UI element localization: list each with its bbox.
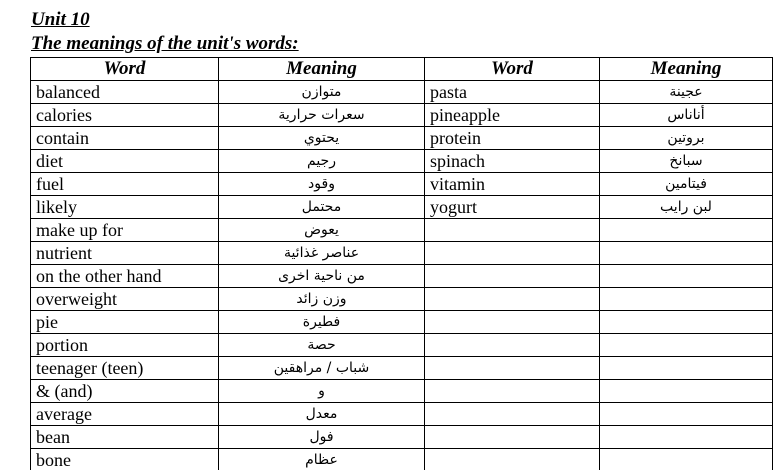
left-word-cell: teenager (teen)	[31, 357, 219, 380]
table-row	[31, 219, 773, 242]
table-row	[31, 104, 773, 127]
left-word-cell: fuel	[31, 173, 219, 196]
left-meaning-cell: وقود	[219, 173, 425, 196]
vocabulary-table	[30, 57, 773, 470]
vocabulary-body	[31, 81, 773, 470]
left-meaning-cell: من ناحية اخرى	[219, 265, 425, 288]
right-meaning-cell: أناناس	[600, 104, 773, 127]
left-word-cell: pie	[31, 311, 219, 334]
right-word-cell	[425, 403, 600, 426]
right-word-cell: spinach	[425, 150, 600, 173]
right-meaning-cell: سبانخ	[600, 150, 773, 173]
left-meaning-cell: رجيم	[219, 150, 425, 173]
left-word-cell: on the other hand	[31, 265, 219, 288]
left-meaning-cell: فول	[219, 426, 425, 449]
left-word-cell: diet	[31, 150, 219, 173]
right-word-cell	[425, 449, 600, 470]
right-word-cell: pasta	[425, 81, 600, 104]
table-row	[31, 265, 773, 288]
left-meaning-cell: و	[219, 380, 425, 403]
right-meaning-cell: لبن رايب	[600, 196, 773, 219]
right-word-cell	[425, 219, 600, 242]
right-meaning-cell: فيتامين	[600, 173, 773, 196]
left-word-cell: calories	[31, 104, 219, 127]
right-meaning-cell	[600, 426, 773, 449]
unit-title: Unit 10	[31, 9, 90, 30]
right-meaning-cell	[600, 357, 773, 380]
left-word-cell: nutrient	[31, 242, 219, 265]
left-word-cell: portion	[31, 334, 219, 357]
right-meaning-cell	[600, 311, 773, 334]
right-meaning-cell: عجينة	[600, 81, 773, 104]
table-row	[31, 242, 773, 265]
header-meaning-left: Meaning	[219, 58, 425, 81]
table-row	[31, 311, 773, 334]
table-header-row	[31, 58, 773, 81]
left-word-cell: average	[31, 403, 219, 426]
left-word-cell: overweight	[31, 288, 219, 311]
section-subtitle: The meanings of the unit's words:	[31, 33, 299, 54]
table-row	[31, 288, 773, 311]
left-meaning-cell: عظام	[219, 449, 425, 470]
right-word-cell: pineapple	[425, 104, 600, 127]
right-meaning-cell	[600, 242, 773, 265]
table-row	[31, 150, 773, 173]
right-word-cell	[425, 288, 600, 311]
table-row	[31, 449, 773, 470]
right-meaning-cell	[600, 380, 773, 403]
left-meaning-cell: عناصر غذائية	[219, 242, 425, 265]
right-word-cell	[425, 334, 600, 357]
table-row	[31, 173, 773, 196]
right-meaning-cell: بروتين	[600, 127, 773, 150]
left-meaning-cell: متوازن	[219, 81, 425, 104]
left-meaning-cell: يحتوي	[219, 127, 425, 150]
left-meaning-cell: فطيرة	[219, 311, 425, 334]
left-word-cell: & (and)	[31, 380, 219, 403]
header-word-left: Word	[31, 58, 219, 81]
right-meaning-cell	[600, 334, 773, 357]
left-meaning-cell: معدل	[219, 403, 425, 426]
right-word-cell	[425, 311, 600, 334]
right-meaning-cell	[600, 265, 773, 288]
right-meaning-cell	[600, 288, 773, 311]
left-word-cell: make up for	[31, 219, 219, 242]
table-row	[31, 403, 773, 426]
table-row	[31, 127, 773, 150]
header-meaning-right: Meaning	[600, 58, 773, 81]
right-word-cell	[425, 357, 600, 380]
right-word-cell	[425, 380, 600, 403]
left-meaning-cell: يعوض	[219, 219, 425, 242]
table-row	[31, 380, 773, 403]
right-word-cell	[425, 265, 600, 288]
left-meaning-cell: وزن زائد	[219, 288, 425, 311]
right-word-cell	[425, 426, 600, 449]
right-word-cell: yogurt	[425, 196, 600, 219]
table-row	[31, 334, 773, 357]
left-word-cell: bone	[31, 449, 219, 470]
table-row	[31, 196, 773, 219]
left-meaning-cell: حصة	[219, 334, 425, 357]
right-meaning-cell	[600, 403, 773, 426]
table-row	[31, 81, 773, 104]
right-word-cell: vitamin	[425, 173, 600, 196]
left-meaning-cell: شباب / مراهقين	[219, 357, 425, 380]
header-word-right: Word	[425, 58, 600, 81]
left-meaning-cell: سعرات حرارية	[219, 104, 425, 127]
right-word-cell	[425, 242, 600, 265]
table-row	[31, 357, 773, 380]
right-meaning-cell	[600, 219, 773, 242]
left-meaning-cell: محتمل	[219, 196, 425, 219]
right-meaning-cell	[600, 449, 773, 470]
left-word-cell: likely	[31, 196, 219, 219]
right-word-cell: protein	[425, 127, 600, 150]
table-row	[31, 426, 773, 449]
left-word-cell: bean	[31, 426, 219, 449]
left-word-cell: contain	[31, 127, 219, 150]
left-word-cell: balanced	[31, 81, 219, 104]
